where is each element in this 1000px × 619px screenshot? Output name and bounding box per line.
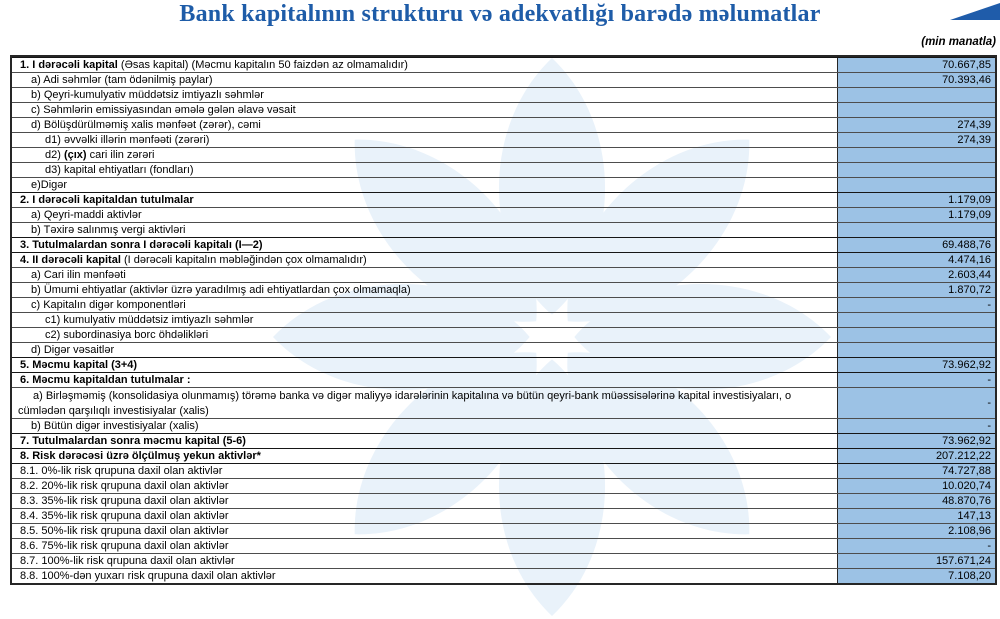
row-value: - xyxy=(837,388,995,418)
table-row xyxy=(12,523,995,538)
row-label: a) Qeyri-maddi aktivlər xyxy=(31,209,142,221)
unit-note: (min manatla) xyxy=(921,36,996,48)
table-row xyxy=(12,87,995,102)
row-value: 70.667,85 xyxy=(837,58,995,72)
table-row xyxy=(12,327,995,342)
row-value: 69.488,76 xyxy=(837,238,995,252)
row-value: 274,39 xyxy=(837,133,995,147)
capital-table-body xyxy=(12,57,995,583)
row-value: 147,13 xyxy=(837,509,995,523)
table-row xyxy=(12,282,995,297)
row-label: b) Ümumi ehtiyatlar (aktivlər üzrə yaradılmış adi ehtiyatlardan çox olmamaqla) xyxy=(31,284,411,296)
row-label: 6. Məcmu kapitaldan tutulmalar : xyxy=(20,374,191,386)
table-row xyxy=(12,117,995,132)
table-row xyxy=(12,147,995,162)
table-row xyxy=(12,448,995,463)
table-row xyxy=(12,463,995,478)
row-label: 8.8. 100%-dən yuxarı risk qrupuna daxil olan aktivlər xyxy=(20,570,276,582)
row-value: 73.962,92 xyxy=(837,358,995,372)
table-row xyxy=(12,538,995,553)
row-value xyxy=(837,148,995,162)
row-value: 10.020,74 xyxy=(837,479,995,493)
row-label: c) Səhmlərin emissiyasından əmələ gələn əlavə vəsait xyxy=(31,104,296,116)
row-label: a) Cari ilin mənfəəti xyxy=(31,269,126,281)
table-row xyxy=(12,162,995,177)
row-label: 1. I dərəcəli kapital (Əsas kapital) (Məcmu kapitalın 50 faizdən az olmamalıdır) xyxy=(20,59,408,71)
table-row xyxy=(12,508,995,523)
row-value xyxy=(837,328,995,342)
row-value xyxy=(837,103,995,117)
table-row xyxy=(12,312,995,327)
table-row xyxy=(12,387,995,418)
row-label: 8.7. 100%-lik risk qrupuna daxil olan aktivlər xyxy=(20,555,235,567)
row-value xyxy=(837,163,995,177)
row-value: 48.870,76 xyxy=(837,494,995,508)
row-value: 73.962,92 xyxy=(837,434,995,448)
row-label: 8.3. 35%-lik risk qrupuna daxil olan aktivlər xyxy=(20,495,229,507)
table-row xyxy=(12,418,995,433)
row-value: 1.870,72 xyxy=(837,283,995,297)
row-value xyxy=(837,343,995,357)
row-label: d1) əvvəlki illərin mənfəəti (zərəri) xyxy=(45,134,210,146)
table-row xyxy=(12,342,995,357)
table-row xyxy=(12,72,995,87)
row-label: d2) (çıx) cari ilin zərəri xyxy=(45,149,155,161)
table-row xyxy=(12,252,995,267)
row-value: 1.179,09 xyxy=(837,208,995,222)
row-value: 70.393,46 xyxy=(837,73,995,87)
row-value: 157.671,24 xyxy=(837,554,995,568)
row-value xyxy=(837,223,995,237)
table-row xyxy=(12,132,995,147)
table-row xyxy=(12,222,995,237)
table-row xyxy=(12,102,995,117)
table-row xyxy=(12,297,995,312)
row-label: d) Bölüşdürülməmiş xalis mənfəət (zərər), cəmi xyxy=(31,119,261,131)
table-row xyxy=(12,57,995,72)
row-value: 2.108,96 xyxy=(837,524,995,538)
row-label: b) Qeyri-kumulyativ müddətsiz imtiyazlı səhmlər xyxy=(31,89,264,101)
row-label: 8.5. 50%-lik risk qrupuna daxil olan aktivlər xyxy=(20,525,229,537)
row-label: a) Birləşməmiş (konsolidasiya olunmamış) törəmə banka və digər maliyyə idarələrinin kapitalına və bütün qeyri-bank müəssisələrinə kapital investisiyaları, o cümlədən qarşılıqlı investisiyalar (xalis) xyxy=(18,390,792,417)
row-label: 5. Məcmu kapital (3+4) xyxy=(20,359,138,371)
row-label: c) Kapitalın digər komponentləri xyxy=(31,299,186,311)
row-label: 8.6. 75%-lik risk qrupuna daxil olan aktivlər xyxy=(20,540,229,552)
table-row xyxy=(12,493,995,508)
table-row xyxy=(12,433,995,448)
row-value: - xyxy=(837,373,995,387)
table-row xyxy=(12,267,995,282)
table-row xyxy=(12,237,995,252)
capital-table xyxy=(10,55,997,585)
row-label: 8.4. 35%-lik risk qrupuna daxil olan aktivlər xyxy=(20,510,229,522)
row-value: 207.212,22 xyxy=(837,449,995,463)
page-title: Bank kapitalının strukturu və adekvatlığı barədə məlumatlar xyxy=(179,1,821,27)
row-label: 4. II dərəcəli kapital (I dərəcəli kapitalın məbləğindən çox olmamalıdır) xyxy=(20,254,367,266)
row-label: 2. I dərəcəli kapitaldan tutulmalar xyxy=(20,194,194,206)
row-label: d3) kapital ehtiyatları (fondları) xyxy=(45,164,194,176)
row-value xyxy=(837,313,995,327)
row-label: c1) kumulyativ müddətsiz imtiyazlı səhmlər xyxy=(45,314,254,326)
table-row xyxy=(12,207,995,222)
table-row xyxy=(12,192,995,207)
row-label: 8.1. 0%-lik risk qrupuna daxil olan aktivlər xyxy=(20,465,223,477)
row-value: 1.179,09 xyxy=(837,193,995,207)
row-label: 3. Tutulmalardan sonra I dərəcəli kapitalı (I—2) xyxy=(20,239,263,251)
row-value: 4.474,16 xyxy=(837,253,995,267)
table-row xyxy=(12,372,995,387)
row-value: - xyxy=(837,298,995,312)
row-value: 274,39 xyxy=(837,118,995,132)
row-label: a) Adi səhmlər (tam ödənilmiş paylar) xyxy=(31,74,213,86)
row-value: 74.727,88 xyxy=(837,464,995,478)
table-row xyxy=(12,568,995,583)
row-value xyxy=(837,88,995,102)
row-label: e)Digər xyxy=(31,179,68,191)
table-row xyxy=(12,357,995,372)
row-label: 8.2. 20%-lik risk qrupuna daxil olan aktivlər xyxy=(20,480,229,492)
row-value: 7.108,20 xyxy=(837,569,995,583)
row-label: b) Bütün digər investisiyalar (xalis) xyxy=(31,420,199,432)
row-value: 2.603,44 xyxy=(837,268,995,282)
row-label: 8. Risk dərəcəsi üzrə ölçülmuş yekun aktivlər* xyxy=(20,450,261,462)
table-row xyxy=(12,553,995,568)
row-label: d) Digər vəsaitlər xyxy=(31,344,115,356)
row-value xyxy=(837,178,995,192)
row-label: b) Təxirə salınmış vergi aktivləri xyxy=(31,224,186,236)
table-row xyxy=(12,177,995,192)
row-value: - xyxy=(837,539,995,553)
row-value: - xyxy=(837,419,995,433)
table-row xyxy=(12,478,995,493)
row-label: c2) subordinasiya borc öhdəlikləri xyxy=(45,329,209,341)
row-label: 7. Tutulmalardan sonra məcmu kapital (5-6) xyxy=(20,435,246,447)
